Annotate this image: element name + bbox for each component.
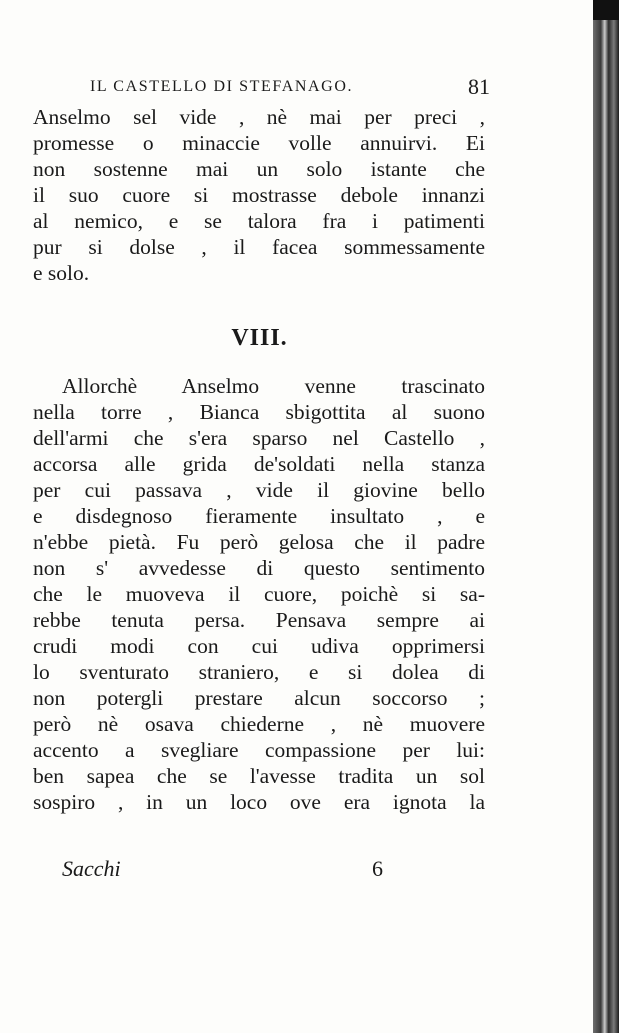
text-line: rebbe tenuta persa. Pensava sempre ai: [33, 608, 485, 632]
text-line: dell'armi che s'era sparso nel Castello ,: [33, 426, 485, 450]
text-line: e disdegnoso fieramente insultato , e: [33, 504, 485, 528]
scan-edge: [593, 0, 619, 1033]
text-line: lo sventurato straniero, e si dolea di: [33, 660, 485, 684]
text-line: n'ebbe pietà. Fu però gelosa che il padre: [33, 530, 485, 554]
text-line: però nè osava chiederne , nè muovere: [33, 712, 485, 736]
page-footer: [62, 856, 392, 886]
text-line: accento a svegliare compassione per lui:: [33, 738, 485, 762]
page-number: 81: [468, 74, 490, 99]
text-line: e solo.: [33, 261, 90, 285]
text-line: crudi modi con cui udiva opprimersi: [33, 634, 485, 658]
text-line: nella torre , Bianca sbigottita al suono: [33, 400, 485, 424]
text-line: non potergli prestare alcun soccorso ;: [33, 686, 485, 710]
text-line: accorsa alle grida de'soldati nella stanza: [33, 452, 485, 476]
scan-edge-corner: [593, 0, 619, 20]
text-line: non sostenne mai un solo istante che: [33, 157, 485, 181]
text-line: per cui passava , vide il giovine bello: [33, 478, 485, 502]
text-line: promesse o minaccie volle annuirvi. Ei: [33, 131, 485, 155]
text-line: ben sapea che se l'avesse tradita un sol: [33, 764, 485, 788]
text-line: Allorchè Anselmo venne trascinato: [62, 374, 485, 398]
section-heading: VIII.: [231, 325, 288, 351]
running-head: [90, 74, 490, 104]
text-line: pur si dolse , il facea sommessamente: [33, 235, 485, 259]
text-line: che le muoveva il cuore, poichè si sa-: [33, 582, 485, 606]
sheet-number: 6: [372, 856, 383, 881]
text-line: sospiro , in un loco ove era ignota la: [33, 790, 485, 814]
text-line: non s' avvedesse di questo sentimento: [33, 556, 485, 580]
running-title: IL CASTELLO DI STEFANAGO.: [90, 78, 354, 95]
text-line: al nemico, e se talora fra i patimenti: [33, 209, 485, 233]
text-line: il suo cuore si mostrasse debole innanzi: [33, 183, 485, 207]
signature-mark: Sacchi: [62, 856, 121, 881]
text-line: Anselmo sel vide , nè mai per preci ,: [33, 105, 485, 129]
